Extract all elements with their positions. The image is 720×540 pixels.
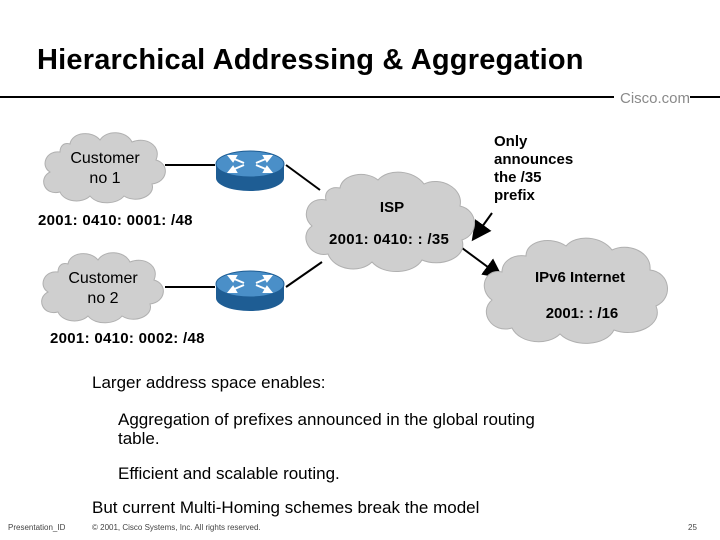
link-router1-isp (286, 165, 320, 190)
note-line1: Only (494, 133, 528, 150)
bullet-heading: Larger address space enables: (92, 373, 326, 392)
router2-icon (216, 271, 284, 311)
bullet-item1-line1: Aggregation of prefixes announced in the global routing (118, 410, 535, 429)
internet-label: IPv6 Internet (534, 269, 626, 286)
customer1-label-line1: Customer (70, 150, 140, 167)
customer1-prefix: 2001: 0410: 0001: /48 (38, 212, 193, 229)
footer-copyright: © 2001, Cisco Systems, Inc. All rights reserved. (92, 523, 261, 532)
bullet-item2: Efficient and scalable routing. (118, 464, 340, 483)
footer-presentation-id: Presentation_ID (8, 523, 66, 532)
note-pointer-arrow (474, 213, 492, 238)
bullet-closing: But current Multi-Homing schemes break the model (92, 498, 480, 517)
slide-title: Hierarchical Addressing & Aggregation (37, 44, 584, 76)
link-router2-isp (286, 262, 322, 287)
customer2-label (58, 269, 148, 309)
customer2-label-line1: Customer (68, 270, 138, 287)
note-line4: prefix (494, 187, 535, 204)
footer-page-number: 25 (688, 523, 697, 532)
router1-icon (216, 151, 284, 191)
note-line3: the /35 (494, 169, 542, 186)
isp-prefix: 2001: 0410: : /35 (329, 231, 450, 248)
isp-label: ISP (379, 199, 405, 216)
internet-prefix: 2001: : /16 (545, 305, 619, 322)
link-isp-internet-arrow (458, 245, 500, 276)
announcement-note (494, 133, 573, 205)
brand-logo-text: Cisco.com (614, 90, 690, 107)
note-line2: announces (494, 151, 574, 168)
bullet-item1-line2: table. (118, 429, 160, 448)
internet-cloud (484, 238, 667, 343)
customer1-label-line2: no 1 (89, 170, 121, 187)
isp-cloud (306, 172, 475, 271)
customer2-label-line2: no 2 (87, 290, 119, 307)
customer2-prefix: 2001: 0410: 0002: /48 (50, 330, 205, 347)
customer1-label (60, 149, 150, 189)
